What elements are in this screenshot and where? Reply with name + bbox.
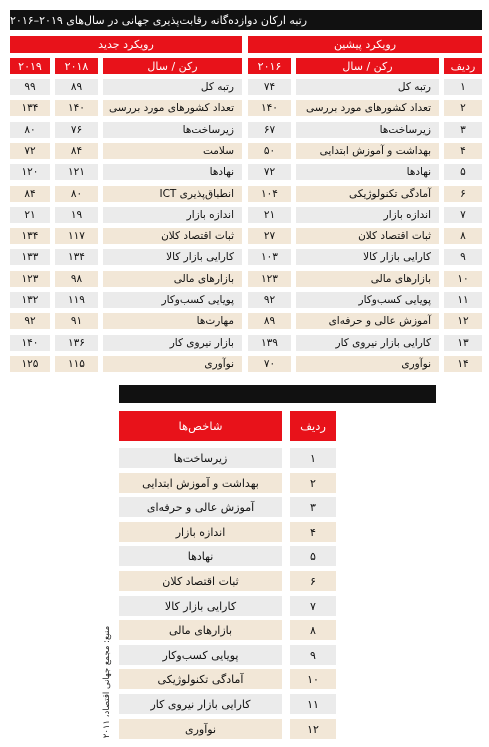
old-pillar-cell: بهداشت و آموزش ابتدایی — [296, 143, 439, 159]
new-pillar-cell: نهادها — [103, 164, 242, 180]
new-2019-cell: ۹۲ — [10, 313, 50, 329]
new-2018-cell: ۱۱۷ — [55, 228, 98, 244]
old-2016-cell: ۷۲ — [248, 164, 291, 180]
row-number-cell: ۴ — [444, 143, 482, 159]
row-number-cell: ۱۲ — [444, 313, 482, 329]
new-2019-cell: ۱۲۰ — [10, 164, 50, 180]
row-number-cell: ۶ — [444, 186, 482, 202]
old-2016-cell: ۱۰۳ — [248, 249, 291, 265]
row-number-cell: ۹ — [444, 249, 482, 265]
indicator-cell: زیرساخت‌ها — [119, 448, 282, 468]
indicator-row-number: ۵ — [290, 546, 336, 566]
new-2019-cell: ۷۲ — [10, 143, 50, 159]
old-2016-cell: ۲۷ — [248, 228, 291, 244]
new-pillar-cell: بازارهای مالی — [103, 271, 242, 287]
source-note — [92, 620, 122, 744]
indicator-cell: پویایی کسب‌وکار — [119, 645, 282, 665]
second-table-header-bar — [119, 385, 436, 403]
old-pillar-cell: تعداد کشورهای مورد بررسی — [296, 100, 439, 116]
new-2019-cell: ۸۰ — [10, 122, 50, 138]
old-2016-cell: ۶۷ — [248, 122, 291, 138]
new-2019-cell: ۱۳۴ — [10, 100, 50, 116]
indicator-row-number: ۱ — [290, 448, 336, 468]
col-2016-header: ۲۰۱۶ — [248, 58, 291, 74]
indicator-row-number: ۲ — [290, 473, 336, 493]
table-title: رتبه ارکان دوازده‌گانه رقابت‌پذیری جهانی در سال‌های ۲۰۱۹–۲۰۱۶ — [10, 10, 482, 30]
row-number-cell: ۳ — [444, 122, 482, 138]
old-pillar-cell: نوآوری — [296, 356, 439, 372]
source-text: منبع: مجمع جهانی اقتصاد، ۲۰۱۱ — [102, 625, 112, 739]
new-2018-cell: ۸۴ — [55, 143, 98, 159]
row-number-cell: ۱۰ — [444, 271, 482, 287]
new-2019-cell: ۱۲۳ — [10, 271, 50, 287]
indicator-cell: نوآوری — [119, 719, 282, 739]
old-pillar-cell: آموزش عالی و حرفه‌ای — [296, 313, 439, 329]
indicator-row-number: ۹ — [290, 645, 336, 665]
new-pillar-cell: ثبات اقتصاد کلان — [103, 228, 242, 244]
old-2016-cell: ۸۹ — [248, 313, 291, 329]
new-pillar-cell: اندازه بازار — [103, 207, 242, 223]
row-number-cell: ۲ — [444, 100, 482, 116]
old-pillar-cell: کارایی بازار نیروی کار — [296, 335, 439, 351]
row-number-cell: ۱ — [444, 79, 482, 95]
new-pillar-cell: سلامت — [103, 143, 242, 159]
indicators-header: شاخص‌ها — [119, 411, 282, 441]
old-pillar-cell: کارایی بازار کالا — [296, 249, 439, 265]
new-2018-cell: ۱۱۵ — [55, 356, 98, 372]
indicator-cell: بهداشت و آموزش ابتدایی — [119, 473, 282, 493]
new-2019-cell: ۱۲۵ — [10, 356, 50, 372]
col-2019-header: ۲۰۱۹ — [10, 58, 50, 74]
row-number-cell: ۸ — [444, 228, 482, 244]
col-2018-header: ۲۰۱۸ — [55, 58, 98, 74]
new-pillar-cell: پویایی کسب‌وکار — [103, 292, 242, 308]
old-2016-cell: ۱۴۰ — [248, 100, 291, 116]
new-2019-cell: ۲۱ — [10, 207, 50, 223]
old-pillar-cell: نهادها — [296, 164, 439, 180]
old-2016-cell: ۱۰۴ — [248, 186, 291, 202]
indicator-cell: اندازه بازار — [119, 522, 282, 542]
new-2019-cell: ۱۳۲ — [10, 292, 50, 308]
second-row-header: ردیف — [290, 411, 336, 441]
row-number-cell: ۷ — [444, 207, 482, 223]
old-2016-cell: ۹۲ — [248, 292, 291, 308]
indicator-cell: آمادگی تکنولوژیکی — [119, 669, 282, 689]
indicator-cell: آموزش عالی و حرفه‌ای — [119, 497, 282, 517]
new-2019-cell: ۱۴۰ — [10, 335, 50, 351]
indicator-cell: نهادها — [119, 546, 282, 566]
old-approach-header: رویکرد پیشین — [248, 36, 482, 53]
old-pillar-cell: بازارهای مالی — [296, 271, 439, 287]
new-2018-cell: ۱۱۹ — [55, 292, 98, 308]
col-row-header: ردیف — [444, 58, 482, 74]
new-pillar-cell: رتبه کل — [103, 79, 242, 95]
new-2018-cell: ۷۶ — [55, 122, 98, 138]
old-2016-cell: ۵۰ — [248, 143, 291, 159]
indicator-row-number: ۱۱ — [290, 694, 336, 714]
indicator-row-number: ۶ — [290, 571, 336, 591]
indicator-row-number: ۴ — [290, 522, 336, 542]
new-2019-cell: ۹۹ — [10, 79, 50, 95]
new-pillar-cell: انطباق‌پذیری ICT — [103, 186, 242, 202]
indicator-row-number: ۱۲ — [290, 719, 336, 739]
indicator-cell: ثبات اقتصاد کلان — [119, 571, 282, 591]
indicator-cell: کارایی بازار کالا — [119, 596, 282, 616]
old-2016-cell: ۲۱ — [248, 207, 291, 223]
old-pillar-cell: ثبات اقتصاد کلان — [296, 228, 439, 244]
new-2018-cell: ۱۲۱ — [55, 164, 98, 180]
indicator-cell: بازارهای مالی — [119, 620, 282, 640]
col-old-pillar-header: رکن / سال — [296, 58, 439, 74]
new-pillar-cell: مهارت‌ها — [103, 313, 242, 329]
old-pillar-cell: اندازه بازار — [296, 207, 439, 223]
old-pillar-cell: پویایی کسب‌وکار — [296, 292, 439, 308]
new-pillar-cell: نوآوری — [103, 356, 242, 372]
new-pillar-cell: زیرساخت‌ها — [103, 122, 242, 138]
old-pillar-cell: رتبه کل — [296, 79, 439, 95]
indicator-row-number: ۳ — [290, 497, 336, 517]
new-2018-cell: ۹۱ — [55, 313, 98, 329]
old-pillar-cell: آمادگی تکنولوژیکی — [296, 186, 439, 202]
old-2016-cell: ۱۳۹ — [248, 335, 291, 351]
old-2016-cell: ۷۴ — [248, 79, 291, 95]
new-approach-header: رویکرد جدید — [10, 36, 242, 53]
new-2019-cell: ۸۴ — [10, 186, 50, 202]
new-2019-cell: ۱۳۴ — [10, 228, 50, 244]
new-2018-cell: ۱۴۰ — [55, 100, 98, 116]
row-number-cell: ۱۱ — [444, 292, 482, 308]
indicator-row-number: ۱۰ — [290, 669, 336, 689]
new-pillar-cell: تعداد کشورهای مورد بررسی — [103, 100, 242, 116]
row-number-cell: ۱۳ — [444, 335, 482, 351]
row-number-cell: ۵ — [444, 164, 482, 180]
new-2018-cell: ۱۳۶ — [55, 335, 98, 351]
new-pillar-cell: بازار نیروی کار — [103, 335, 242, 351]
new-2018-cell: ۹۸ — [55, 271, 98, 287]
old-2016-cell: ۷۰ — [248, 356, 291, 372]
col-new-pillar-header: رکن / سال — [103, 58, 242, 74]
old-2016-cell: ۱۲۳ — [248, 271, 291, 287]
new-2018-cell: ۱۹ — [55, 207, 98, 223]
new-2019-cell: ۱۳۳ — [10, 249, 50, 265]
indicator-row-number: ۷ — [290, 596, 336, 616]
new-2018-cell: ۸۹ — [55, 79, 98, 95]
new-2018-cell: ۱۳۴ — [55, 249, 98, 265]
new-pillar-cell: کارایی بازار کالا — [103, 249, 242, 265]
indicator-row-number: ۸ — [290, 620, 336, 640]
indicator-cell: کارایی بازار نیروی کار — [119, 694, 282, 714]
old-pillar-cell: زیرساخت‌ها — [296, 122, 439, 138]
new-2018-cell: ۸۰ — [55, 186, 98, 202]
row-number-cell: ۱۴ — [444, 356, 482, 372]
